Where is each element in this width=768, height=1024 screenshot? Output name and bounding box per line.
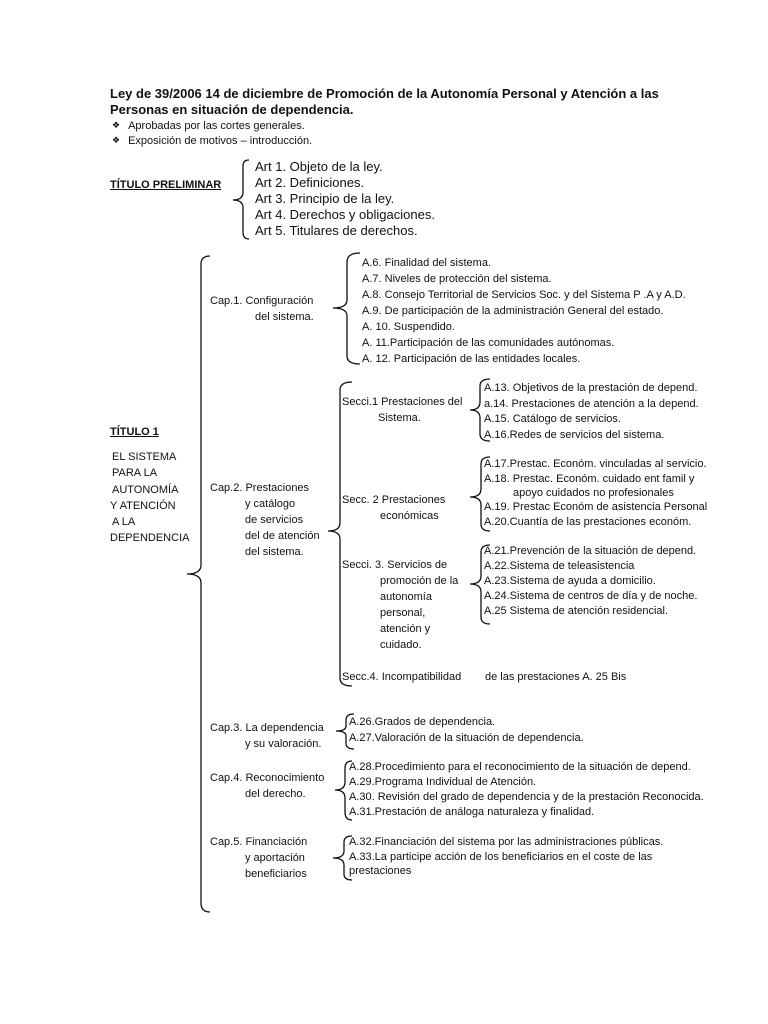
cap1-label: del sistema. — [255, 311, 314, 323]
secc3-article: A.25 Sistema de atención residencial. — [484, 605, 669, 617]
cap2-label: del de atención — [245, 530, 320, 542]
titulo-preliminar-label: TÍTULO PRELIMINAR — [110, 179, 222, 191]
cap1-label: Cap.1. Configuración — [210, 295, 314, 307]
secc3-article: A.23.Sistema de ayuda a domicilio. — [484, 575, 656, 587]
cap4-label: Cap.4. Reconocimiento — [210, 772, 325, 784]
cap5-label: y aportación — [245, 852, 305, 864]
secc1-label: Sistema. — [378, 412, 421, 424]
cap2-label: del sistema. — [245, 546, 304, 558]
secc3-article: A.21.Prevención de la situación de depend. — [484, 545, 697, 557]
cap5-article: prestaciones — [349, 865, 412, 877]
secc3-article: A.22.Sistema de teleasistencia — [484, 560, 635, 572]
cap4-article: A.29.Programa Individual de Atención. — [349, 776, 537, 788]
preliminar-article: Art 1. Objeto de la ley. — [255, 159, 383, 174]
secc3-label: Secci. 3. Servicios de — [342, 559, 448, 571]
secc2-article: A.18. Prestac. Económ. cuidado ent famil y — [484, 473, 695, 485]
secc3-label: cuidado. — [380, 639, 422, 651]
titulo1-desc-line: A LA — [112, 516, 136, 528]
secc2-label: económicas — [380, 510, 439, 522]
brace-cap2 — [328, 382, 352, 686]
cap2-label: y catálogo — [245, 498, 296, 510]
bullet-item: ❖ Aprobadas por las cortes generales. — [112, 119, 305, 133]
cap3-article: A.27.Valoración de la situación de dependencia. — [349, 732, 584, 744]
cap3-article: A.26.Grados de dependencia. — [349, 716, 496, 728]
secc4-label: Secc.4. Incompatibilidad — [342, 671, 462, 683]
secc1-article: A.13. Objetivos de la prestación de depend. — [484, 382, 698, 394]
secc1-article: A.15. Catálogo de servicios. — [484, 413, 621, 425]
cap1-article: A. 10. Suspendido. — [362, 321, 455, 333]
preliminar-article: Art 5. Titulares de derechos. — [255, 223, 418, 238]
titulo1-label: TÍTULO 1 — [110, 426, 159, 438]
cap4-article: A.31.Prestación de análoga naturaleza y finalidad. — [349, 806, 595, 818]
brace-cap1 — [333, 253, 360, 364]
secc2-article: A.19. Prestac Económ de asistencia Personal — [484, 501, 708, 513]
cap5-article: A.33.La participe acción de los beneficiarios en el coste de las — [349, 851, 653, 863]
secc4-text: de las prestaciones A. 25 Bis — [485, 671, 627, 683]
bullet-item: ❖ Exposición de motivos – introducción. — [112, 134, 312, 148]
cap4-label: del derecho. — [245, 788, 306, 800]
brace-titulo1 — [187, 256, 210, 912]
cap2-label: de servicios — [245, 514, 304, 526]
cap1-article: A.8. Consejo Territorial de Servicios Soc. y del Sistema P .A y A.D. — [362, 289, 686, 301]
titulo1-desc-line: EL SISTEMA — [112, 451, 177, 463]
titulo1-desc-line: Y ATENCIÓN — [110, 500, 176, 512]
cap1-article: A.9. De participación de la administración General del estado. — [362, 305, 664, 317]
cap5-label: beneficiarios — [245, 868, 307, 880]
document-title-line2: Personas en situación de dependencia. — [110, 102, 354, 117]
titulo1-desc-line: PARA LA — [112, 467, 158, 479]
secc1-article: a.14. Prestaciones de atención a la depend. — [484, 398, 699, 410]
preliminar-article: Art 4. Derechos y obligaciones. — [255, 207, 435, 222]
titulo1-desc-line: AUTONOMÍA — [112, 484, 179, 496]
cap2-label: Cap.2. Prestaciones — [210, 482, 310, 494]
secc3-label: promoción de la — [380, 575, 459, 587]
preliminar-article: Art 2. Definiciones. — [255, 175, 365, 190]
cap3-label: Cap.3. La dependencia — [210, 722, 324, 734]
secc2-article: A.20.Cuantía de las prestaciones económ. — [484, 516, 692, 528]
secc2-label: Secc. 2 Prestaciones — [342, 494, 446, 506]
cap4-article: A.30. Revisión del grado de dependencia y de la prestación Reconocida. — [349, 791, 704, 803]
cap1-article: A. 11.Participación de las comunidades autónomas. — [362, 337, 615, 349]
secc3-label: autonomía — [380, 591, 432, 603]
cap1-article: A.7. Niveles de protección del sistema. — [362, 273, 552, 285]
cap4-article: A.28.Procedimiento para el reconocimiento de la situación de depend. — [349, 761, 691, 773]
secc2-article: apoyo cuidados no profesionales — [513, 487, 674, 499]
cap3-label: y su valoración. — [245, 738, 322, 750]
brace-preliminar — [233, 160, 249, 239]
preliminar-article: Art 3. Principio de la ley. — [255, 191, 395, 206]
cap1-article: A. 12. Participación de las entidades locales. — [362, 353, 581, 365]
secc3-article: A.24.Sistema de centros de día y de noche. — [484, 590, 698, 602]
cap1-article: A.6. Finalidad del sistema. — [362, 257, 492, 269]
secc1-label: Secci.1 Prestaciones del — [342, 396, 463, 408]
secc2-article: A.17.Prestac. Económ. vinculadas al servicio. — [484, 458, 707, 470]
titulo1-desc-line: DEPENDENCIA — [110, 532, 190, 544]
secc1-article: A.16.Redes de servicios del sistema. — [484, 429, 665, 441]
document-title-line1: Ley de 39/2006 14 de diciembre de Promoción de la Autonomía Personal y Atención a las — [110, 86, 659, 101]
cap5-article: A.32.Financiación del sistema por las administraciones públicas. — [349, 836, 664, 848]
secc3-label: personal, — [380, 607, 426, 619]
cap5-label: Cap.5. Financiación — [210, 836, 308, 848]
secc3-label: atención y — [380, 623, 431, 635]
